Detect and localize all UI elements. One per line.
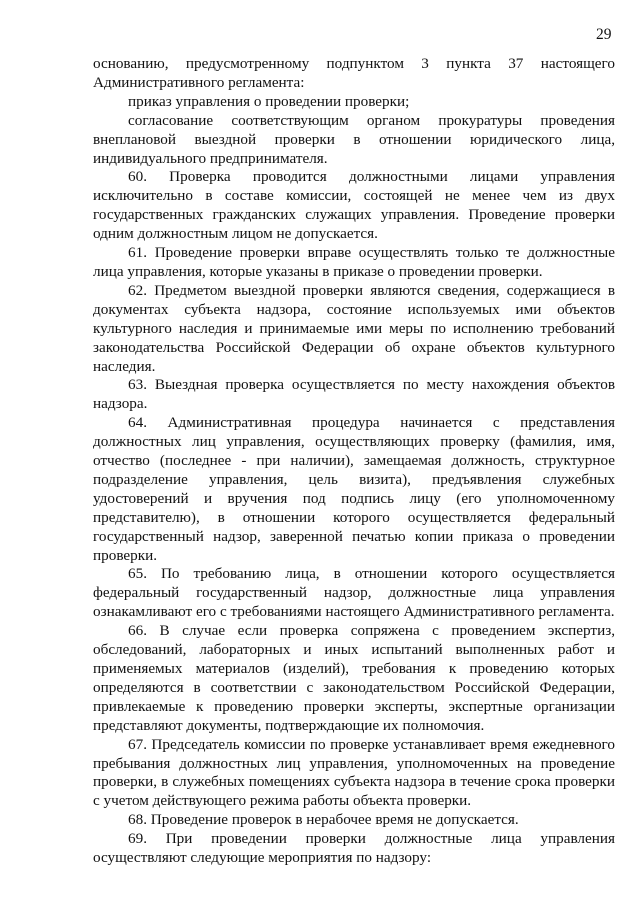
paragraph-60: 60. Проверка проводится должностными лицами управления исключительно в составе комиссии, состоящей не менее чем из двух государственных гражданских служащих управления. Проведение проверки одним должностным лицом не допускается. <box>93 168 615 243</box>
page-number: 29 <box>596 26 612 43</box>
paragraph-continuation: основанию, предусмотренному подпунктом 3 пункта 37 настоящего Административного регламента: <box>93 55 615 91</box>
paragraph-64: 64. Административная процедура начинается с представления должностных лиц управления, осуществляющих проверку (фамилия, имя, отчество (последнее - при наличии), замещаемая должность, структурное подразделение управления, цель визита), предъявления служебных удостоверений и вручения под подпись лицу (его уполномоченному представителю), в отношении которого осуществляется федеральный государственный надзор, заверенной печатью копии приказа о проведении проверки. <box>93 414 615 564</box>
paragraph-65: 65. По требованию лица, в отношении которого осуществляется федеральный государственный надзор, должностные лица управления ознакамливают его с требованиями настоящего Административного регламента. <box>93 565 615 621</box>
paragraph-63: 63. Выездная проверка осуществляется по месту нахождения объектов надзора. <box>93 376 615 413</box>
paragraph-61: 61. Проведение проверки вправе осуществлять только те должностные лица управления, которые указаны в приказе о проведении проверки. <box>93 244 615 280</box>
paragraph-68: 68. Проведение проверок в нерабочее время не допускается. <box>128 811 519 829</box>
paragraph-prosecutor-approval: согласование соответствующим органом прокуратуры проведения внеплановой выездной проверки в отношении юридического лица, индивидуального предпринимателя. <box>93 111 615 167</box>
paragraph-69: 69. При проведении проверки должностные лица управления осуществляют следующие мероприятия по надзору: <box>93 830 615 867</box>
paragraph-66: 66. В случае если проверка сопряжена с проведением экспертиз, обследований, лабораторных и иных испытаний выполненных работ и применяемых материалов (изделий), требования к проведению которых определяются в соответствии с законодательством Российской Федерации, привлекаемые к проведению проверки эксперты, экспертные организации представляют документы, подтверждающие их полномочия. <box>93 622 615 734</box>
document-body <box>93 55 615 868</box>
paragraph-order-item: приказ управления о проведении проверки; <box>128 92 410 110</box>
paragraph-67: 67. Председатель комиссии по проверке устанавливает время ежедневного пребывания должностных лиц управления, уполномоченных на проведение проверки, в служебных помещениях субъекта надзора в течение срока проверки с учетом действующего режима работы объекта проверки. <box>93 735 615 810</box>
paragraph-62: 62. Предметом выездной проверки являются сведения, содержащиеся в документах субъекта надзора, состояние используемых ими объектов культурного наследия и принимаемые ими меры по исполнению требований законодательства Российской Федерации об охране объектов культурного наследия. <box>93 281 615 375</box>
